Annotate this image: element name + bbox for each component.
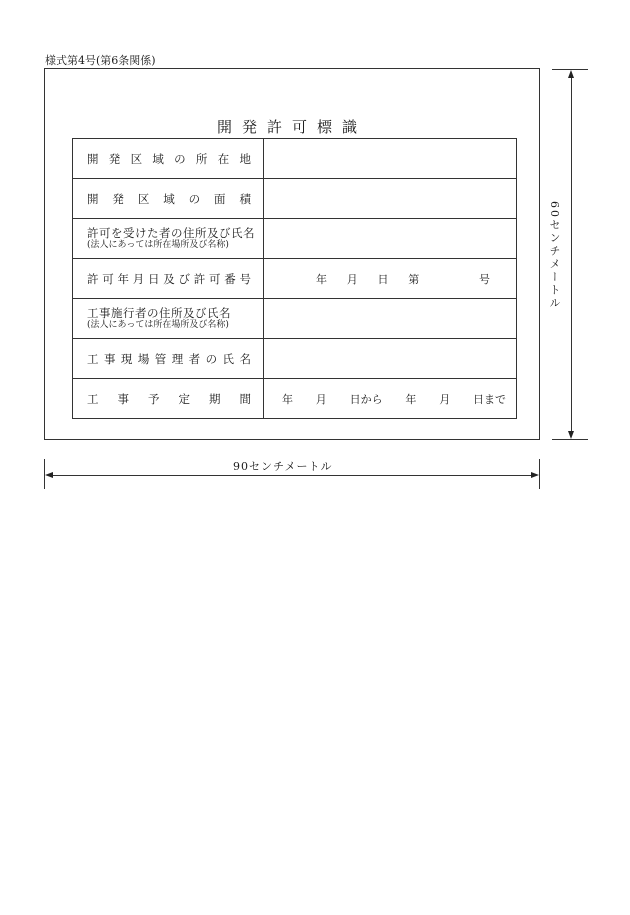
label-cell [73, 379, 264, 419]
label-char: 在 [217, 151, 230, 166]
table-row [73, 139, 517, 179]
schedule-value [264, 391, 516, 407]
row-label-area [73, 191, 263, 207]
label-char: 区 [137, 191, 150, 206]
value-cell-builder [264, 299, 517, 339]
value-cell-site-manager [264, 339, 517, 379]
form-number-label: 様式第4号(第6条関係) [45, 54, 156, 67]
permittee-sub-label: (法人にあっては所在場所及び名称) [87, 240, 229, 251]
label-char: 間 [239, 391, 251, 406]
label-char: 期 [209, 391, 221, 406]
table-row [73, 379, 517, 419]
start-day-unit: 日から [349, 392, 383, 406]
label-char: 区 [130, 151, 143, 166]
label-char: 工 [87, 351, 99, 366]
height-dimension-label: 60センチメートル [548, 198, 562, 313]
label-char: 域 [163, 191, 175, 206]
label-cell [73, 259, 264, 299]
label-char: 現 [120, 351, 133, 366]
height-dimension-bottom-tick [552, 439, 588, 440]
label-char: 事 [117, 391, 129, 406]
label-char: 許 [87, 271, 99, 286]
permittee-label: 許可を受けた者の住所及び氏名 [87, 225, 255, 240]
label-char: 年 [117, 271, 129, 286]
builder-label: 工事施行者の住所及び氏名 [87, 305, 231, 320]
label-char: 氏 [222, 351, 234, 366]
label-cell [73, 139, 264, 179]
sign-table [72, 138, 517, 419]
number-suffix: 号 [479, 272, 490, 286]
label-char: の [188, 191, 201, 206]
label-char: 工 [87, 391, 99, 406]
label-char: 積 [239, 191, 251, 206]
row-label-permittee [73, 226, 263, 252]
table-row [73, 299, 517, 339]
label-char: 日 [148, 271, 160, 286]
label-cell [73, 299, 264, 339]
label-char: 名 [239, 351, 251, 366]
year-unit: 年 [316, 272, 327, 286]
row-label-builder [73, 306, 263, 332]
label-cell [73, 339, 264, 379]
label-char: 場 [137, 351, 150, 366]
arrow-right-icon [531, 472, 539, 478]
label-char: 者 [188, 351, 201, 366]
label-char: 域 [152, 151, 164, 166]
label-char: 定 [178, 391, 190, 406]
start-year-unit: 年 [282, 392, 293, 406]
day-unit: 日 [377, 272, 389, 286]
row-label-location [73, 151, 263, 167]
label-char: 事 [103, 351, 116, 366]
sign-title: 開発許可標識 [216, 118, 367, 136]
width-dimension-label: 90センチメートル [225, 458, 341, 474]
height-dimension-line [571, 76, 572, 432]
row-label-schedule [73, 391, 263, 407]
label-char: 地 [239, 151, 251, 166]
label-char: 及 [163, 271, 175, 286]
arrow-down-icon [568, 431, 574, 439]
label-char: 可 [209, 271, 221, 286]
label-char: 可 [102, 271, 114, 286]
label-char: の [174, 151, 186, 166]
table-row [73, 259, 517, 299]
value-cell-location [264, 139, 517, 179]
table-row [73, 219, 517, 259]
label-char: 月 [132, 271, 145, 286]
label-char: 理 [171, 351, 184, 366]
arrow-up-icon [568, 70, 574, 78]
table-row [73, 179, 517, 219]
label-char: 面 [214, 191, 226, 206]
label-char: の [205, 351, 218, 366]
label-cell [73, 219, 264, 259]
number-prefix: 第 [408, 272, 420, 286]
end-month-unit: 月 [439, 392, 451, 406]
label-char: 所 [195, 151, 208, 166]
label-char: 開 [87, 191, 99, 206]
label-char: 号 [239, 271, 251, 286]
month-unit: 月 [346, 272, 358, 286]
arrow-left-icon [45, 472, 53, 478]
permit-date-value [264, 271, 516, 287]
value-cell-area [264, 179, 517, 219]
label-char: 許 [193, 271, 206, 286]
label-char: 管 [154, 351, 167, 366]
label-char: 予 [148, 391, 160, 406]
start-month-unit: 月 [315, 392, 327, 406]
label-char: 番 [224, 271, 236, 286]
label-char: び [178, 271, 190, 286]
row-label-permit-date [73, 271, 263, 287]
label-char: 発 [112, 191, 124, 206]
builder-sub-label: (法人にあっては所在場所及び名称) [87, 320, 229, 331]
end-day-unit: 日まで [472, 392, 506, 406]
value-cell-schedule [264, 379, 517, 419]
width-dimension-line [50, 475, 534, 476]
label-char: 発 [108, 151, 121, 166]
row-label-site-manager [73, 351, 263, 367]
table-row [73, 339, 517, 379]
value-cell-permittee [264, 219, 517, 259]
label-char: 開 [87, 151, 99, 166]
width-dimension-right-tick [539, 459, 540, 489]
label-cell [73, 179, 264, 219]
end-year-unit: 年 [405, 392, 417, 406]
value-cell-permit-date [264, 259, 517, 299]
